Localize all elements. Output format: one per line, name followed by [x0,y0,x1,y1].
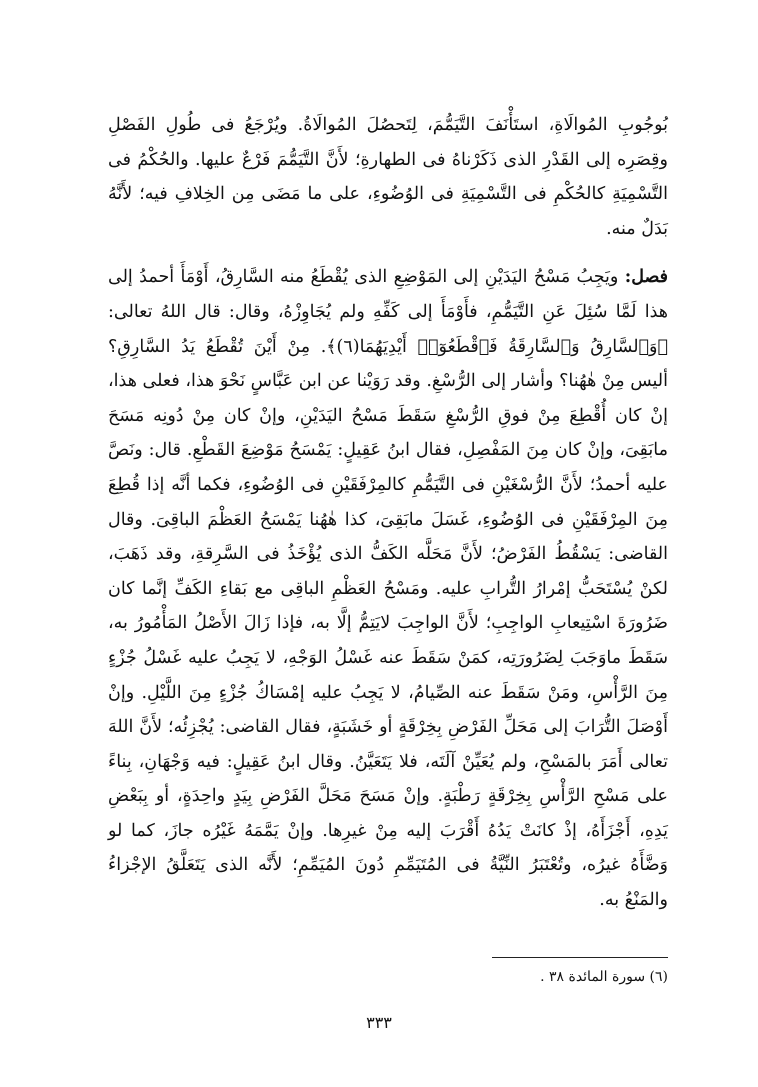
footnote-divider [492,957,668,958]
paragraph-continuation: بُوجُوبِ المُوالَاةِ، استَأْنَفَ التَّيَمُّمَ، لِتَحصُلَ المُوالَاةُ. ويُرْجَعُ فى طُولِ الفَصْلِ وقِصَرِه إلى القَدْرِ الذى ذَكَرْناهُ فى الطهارةِ؛ لأَنَّ التَّيَمُّمَ فَرْعٌ عليها. والحُكْمُ فى التَّسْمِيَةِ كالحُكْمِ فى التَّسْمِيَةِ فى الوُضُوءِ، على ما مَضَى مِن الخِلافِ فيه؛ لأَنَّهُ بَدَلٌ منه. [108,115,668,239]
footnote: (٦) سورة المائدة ٣٨ . [540,969,668,985]
paragraph-section [108,260,668,917]
page-body [108,108,668,918]
page-number: ٣٣٣ [366,1013,392,1032]
section-text: ويَجِبُ مَسْحُ اليَدَيْنِ إلى المَوْضِعِ الذى يُقْطَعُ منه السَّارِقُ، أَوْمَأَ أحمدُ إلى هذا لَمَّا سُئِلَ عَنِ التَّيَمُّمِ، فأَوْمَأَ إلى كَفِّهِ ولم يُجَاوِزْهُ، وقال: قال اللهُ تعالى: ﴿وَٱلسَّارِقُ وَٱلسَّارِقَةُ فَٱقْطَعُوٓا۟ أَيْدِيَهُمَا(٦)﴾. مِنْ أَيْنَ تُقْطَعُ يَدُ السَّارِقِ؟ أليس مِنْ هٰهُنا؟ وأشار إلى الرُّسْغِ. وقد رَوَيْنا عن ابن عَبَّاسٍ نَحْوَ هذا، فعلى هذا، إنْ كان أُقْطِعَ مِنْ فوقِ الرُّسْغِ سَقَطَ مَسْحُ اليَدَيْنِ، وإنْ كان مِنْ دُونِه مَسَحَ مابَقِىَ، وإنْ كان مِنَ المَفْصِلِ، فقال ابنُ عَقِيلٍ: يَمْسَحُ مَوْضِعَ القَطْعِ. قال: ونَصَّ عليه أحمدُ؛ لأَنَّ الرُّسْغَيْنِ فى التَّيَمُّمِ كالمِرْفَقَيْنِ فى الوُضُوءِ، فكما أنَّه إذا قُطِعَ مِنَ المِرْفَقَيْنِ فى الوُضُوءِ، غَسَلَ مابَقِىَ، كذا هٰهُنا يَمْسَحُ العَظْمَ الباقِىَ. وقال القاضى: يَسْقُطُ الفَرْضُ؛ لأَنَّ مَحَلَّه الكَفُّ الذى يُؤْخَذُ فى السَّرِقةِ، وقد ذَهَبَ، لكنْ يُسْتَحَبُّ إمْرارُ التُّرابِ عليه. ومَسْحُ العَظْمِ الباقِى مع بَقاءِ الكَفِّ إنَّما كان ضَرُورَةَ اسْتِيعابِ الواجِبِ؛ لأَنَّ الواجِبَ لايَتِمُّ إلَّا به، فإذا زَالَ الأَصْلُ المَأْمُورُ به، سَقَطَ ماوَجَبَ لِضَرُورَتِه، كمَنْ سَقَطَ عنه غَسْلُ الوَجْهِ، لا يَجِبُ عليه غَسْلُ جُزْءٍ مِنَ الرَّأْسِ، ومَنْ سَقَطَ عنه الصِّيامُ، لا يَجِبُ عليه إمْسَاكُ جُزْءٍ مِنَ اللَّيْلِ. وإنْ أَوْصَلَ التُّرَابَ إلى مَحَلِّ الفَرْضِ بِخِرْقَةٍ أو خَشَبَةٍ، فقال القاضى: يُجْزِئُه؛ لأَنَّ اللهَ تعالى أَمَرَ بالمَسْحِ، ولم يُعَيِّنْ آلَتَه، فلا يَتَعَيَّنُ. وقال ابنُ عَقِيلٍ: فيه وَجْهَانِ، بِناءً على مَسْحِ الرَّأْسِ بِخِرْقَةٍ رَطْبَةٍ. وإنْ مَسَحَ مَحَلَّ الفَرْضِ بِيَدٍ واحِدَةٍ، أو بِبَعْضِ يَدِهِ، أَجْزَأَهُ، إذْ كانَتْ يَدُهُ أَقْرَبَ إليه مِنْ غيرِها. وإنْ يَمَّمَهُ غَيْرُه جازَ، كما لو وَضَّأَهُ غيرُه، وتُعْتَبَرُ النِّيَّةُ فى المُتَيَمِّمِ دُونَ المُيَمِّمِ؛ لأَنَّه الذى يَتَعَلَّقُ الإجْزاءُ والمَنْعُ به. [108,267,668,911]
section-heading: فصل: [624,267,668,288]
